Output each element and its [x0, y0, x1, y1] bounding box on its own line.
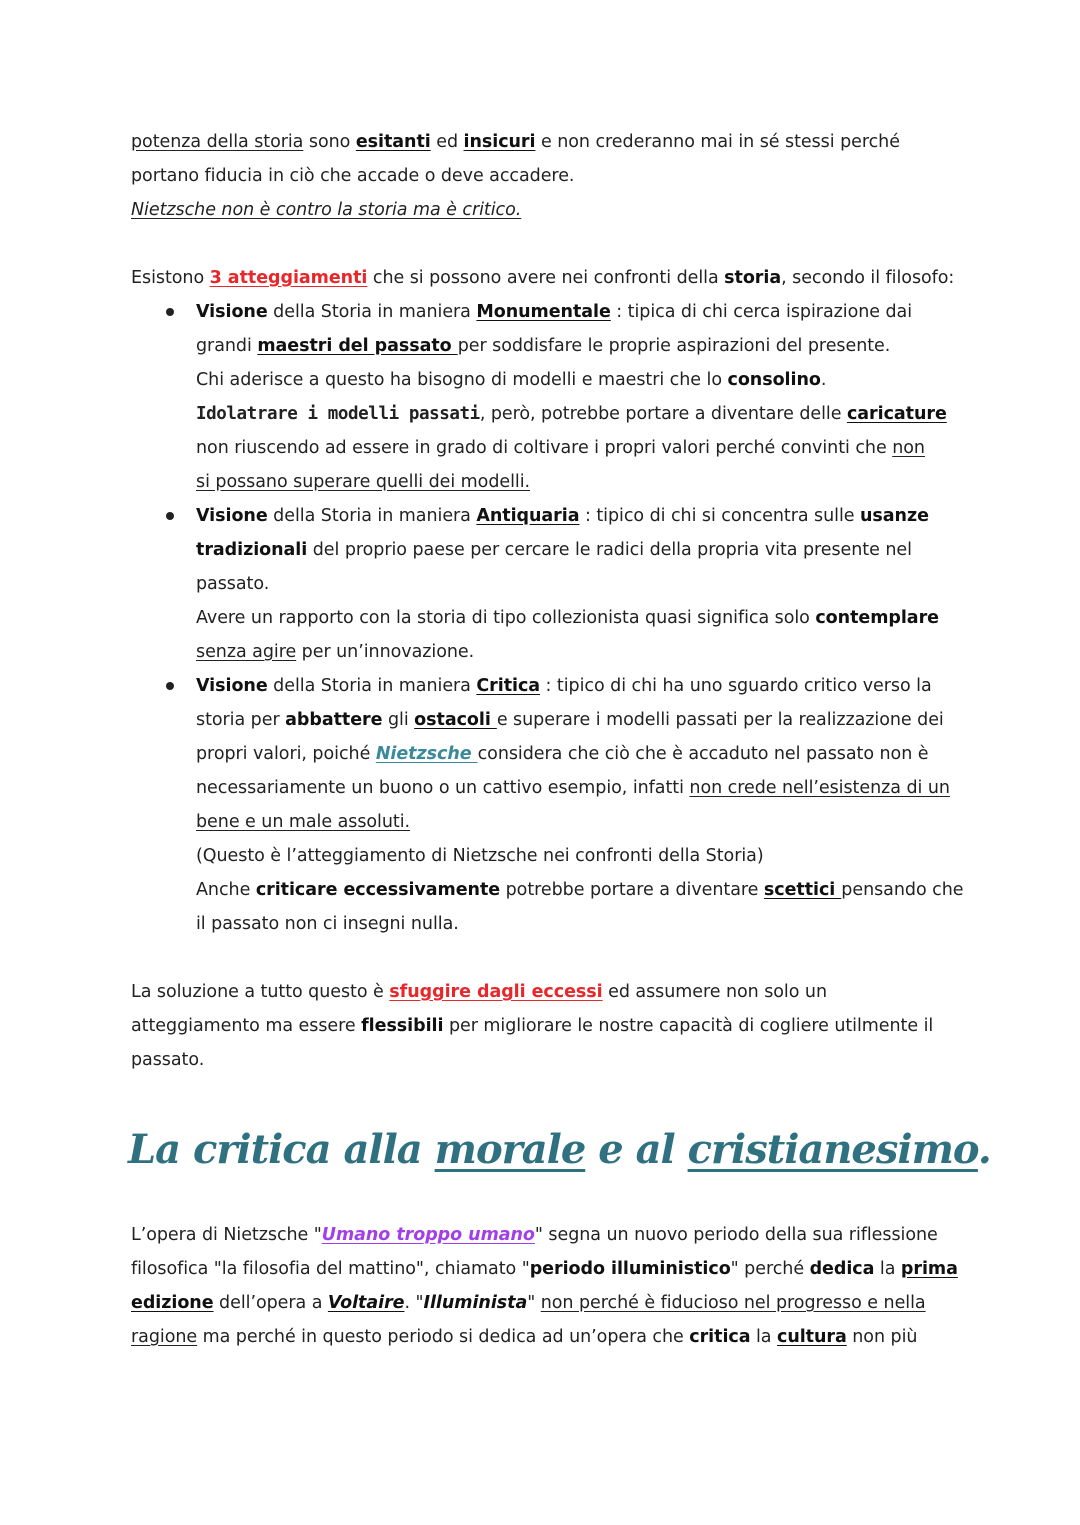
final-line-2: filosofica "la filosofia del mattino", chiamato "periodo illuministico" perché dedica la prima	[131, 1259, 958, 1279]
final-line-1: L’opera di Nietzsche "Umano troppo umano" segna un nuovo periodo della sua riflessione	[131, 1225, 938, 1245]
attitudes-intro: Esistono 3 atteggiamenti che si possono avere nei confronti della storia, secondo il filosofo:	[131, 268, 955, 288]
nietzsche-link[interactable]: Nietzsche	[375, 744, 478, 764]
final-line-4: ragione ma perché in questo periodo si dedica ad un’opera che critica la cultura non più	[131, 1327, 918, 1347]
antiquaria-line-5: senza agire per un’innovazione.	[196, 642, 475, 662]
solution-line-3: passato.	[131, 1050, 205, 1070]
monumentale-line-1: Visione della Storia in maniera Monumentale : tipica di chi cerca ispirazione dai	[196, 302, 913, 322]
section-heading: La critica alla morale e al cristianesimo.	[128, 1126, 991, 1173]
antiquaria-line-2: tradizionali del proprio paese per cercare le radici della propria vita presente nel	[196, 540, 912, 560]
antiquaria-line-1: Visione della Storia in maniera Antiquaria : tipico di chi si concentra sulle usanze	[196, 506, 929, 526]
critica-line-5: bene e un male assoluti.	[196, 812, 411, 832]
antiquaria-line-3: passato.	[196, 574, 270, 594]
intro-line-3: Nietzsche non è contro la storia ma è critico.	[131, 200, 522, 220]
intro-line-1: potenza della storia sono esitanti ed insicuri e non crederanno mai in sé stessi perché	[131, 132, 900, 152]
bullet-critica	[166, 682, 174, 690]
critica-line-3: propri valori, poiché Nietzsche considera che ciò che è accaduto nel passato non è	[196, 744, 929, 764]
monumentale-line-6: si possano superare quelli dei modelli.	[196, 472, 531, 492]
intro-line-2: portano fiducia in ciò che accade o deve accadere.	[131, 166, 575, 186]
solution-line-2: atteggiamento ma essere flessibili per migliorare le nostre capacità di cogliere utilmente il	[131, 1016, 934, 1036]
monumentale-line-2: grandi maestri del passato per soddisfare le proprie aspirazioni del presente.	[196, 336, 891, 356]
solution-line-1: La soluzione a tutto questo è sfuggire dagli eccessi ed assumere non solo un	[131, 982, 827, 1002]
umano-troppo-umano-link[interactable]: Umano troppo umano	[321, 1225, 535, 1245]
bullet-monumentale	[166, 308, 174, 316]
monumentale-line-5: non riuscendo ad essere in grado di coltivare i propri valori perché convinti che non	[196, 438, 925, 458]
critica-line-2: storia per abbattere gli ostacoli e superare i modelli passati per la realizzazione dei	[196, 710, 944, 730]
antiquaria-line-4: Avere un rapporto con la storia di tipo collezionista quasi significa solo contemplare	[196, 608, 939, 628]
critica-line-7: Anche criticare eccessivamente potrebbe portare a diventare scettici pensando che	[196, 880, 964, 900]
monumentale-line-3: Chi aderisce a questo ha bisogno di modelli e maestri che lo consolino.	[196, 370, 827, 390]
critica-line-6: (Questo è l’atteggiamento di Nietzsche nei confronti della Storia)	[196, 846, 764, 866]
critica-line-8: il passato non ci insegni nulla.	[196, 914, 459, 934]
monumentale-line-4: Idolatrare i modelli passati, però, potrebbe portare a diventare delle caricature	[196, 404, 947, 424]
critica-line-1: Visione della Storia in maniera Critica : tipico di chi ha uno sguardo critico verso la	[196, 676, 932, 696]
critica-line-4: necessariamente un buono o un cattivo esempio, infatti non crede nell’esistenza di un	[196, 778, 950, 798]
bullet-antiquaria	[166, 512, 174, 520]
final-line-3: edizione dell’opera a Voltaire. "Illuminista" non perché è fiducioso nel progresso e nella	[131, 1293, 926, 1313]
